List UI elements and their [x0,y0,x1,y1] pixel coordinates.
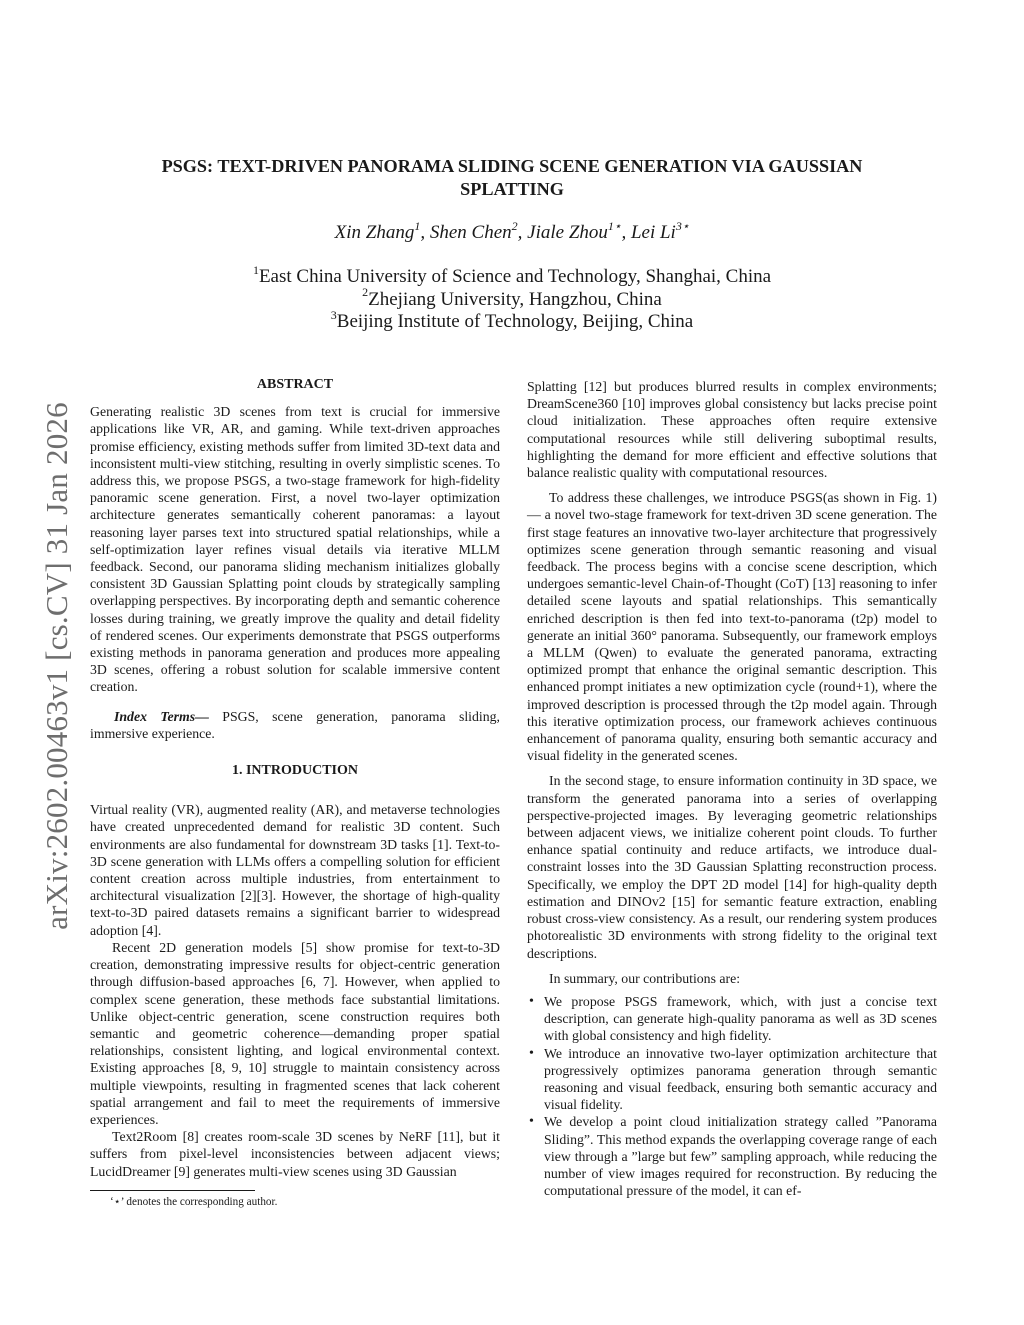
abstract-heading: ABSTRACT [256,377,334,392]
contribution-item: • We propose PSGS framework, which, with just a concise text description, can generate high-quality panorama as well as 3D scenes with global consistency and high fidelity. [527,993,937,1045]
affiliation: $^3$Beijing Institute of Technology, Beijing, China [330,307,694,332]
author-affiliation-mark: 1⋆ [607,218,622,233]
intro-paragraph: Text2Room [8] creates room-scale 3D scenes by NeRF [11], but it suffers from pixel-level inconsistencies between adjacent views; LucidDreamer [9] generates multi-view scenes using 3D Gaussian [90,1129,500,1179]
affiliation-list [110,262,914,334]
arxiv-identifier: arXiv:2602.00463v1 [cs.CV] 31 Jan 2026 [39,402,74,930]
author-name: Xin Zhang [334,222,415,243]
contribution-item: • We introduce an innovative two-layer optimization architecture that progressively optimizes panorama generation through semantic reasoning and visual feedback, ensuring both semantic accuracy and visual fidelity. [527,1045,937,1114]
contribution-item: • We develop a point cloud initialization strategy called ”Panorama Sliding”. This method expands the overlapping coverage range of each view through a ”large but few” sampling approach, while reducing the number of view images required for reconstruction. By reducing the computational pressure of the model, it can ef- [527,1113,937,1199]
index-terms [90,708,500,742]
intro-paragraph: In the second stage, to ensure information continuity in 3D space, we transform the generated panorama into a series of overlapping perspective-projected images. By leveraging geometric relationships between adjacent views, we initialize coherent point clouds. To further enhance spatial continuity and reduce artifacts, we introduce dual-constraint losses into the 3D Gaussian Splatting reconstruction process. Specifically, we employ the DPT 2D model [14] for high-quality depth estimation and DINOv2 [15] for semantic feature extraction, enabling robust cross-view consistency. As a result, our rendering system produces photorealistic 3D environments with strong fidelity to the original text descriptions. [527,773,937,961]
author-name: Shen Chen [429,222,512,243]
intro-paragraph: To address these challenges, we introduce PSGS(as shown in Fig. 1) — a novel two-stage framework for text-driven 3D scene generation. The first stage features an innovative two-layer architecture that progressively optimizes scene generation through semantic reasoning and visual feedback. The process begins with a concise scene description, which undergoes semantic-level Chain-of-Thought (CoT) [13] reasoning to infer detailed scene layouts and spatial relationships. This semantically enriched description is then fed into text-to-panorama (t2p) model to generate an initial 360° panorama. Subsequently, our framework employs a MLLM (Qwen) to evaluate the generated panorama, extracting optimized prompt that enhance the original semantic description. This enhanced prompt initiates a new optimization cycle (round+1), where the improved description is processed through the t2p model again. Through this iterative optimization process, our framework achieves continuous enhancement of panorama quality, ensuring both semantic accuracy and visual fidelity in the generated scenes. [527,490,937,764]
affiliation: $^2$Zhejiang University, Hangzhou, China [362,285,662,310]
left-column [90,376,500,1180]
author-affiliation-mark: 1 [414,218,421,233]
intro-paragraph: Recent 2D generation models [5] show promise for text-to-3D creation, demonstrating impressive results for object-centric generation through diffusion-based approaches [6, 7]. However, when applied to complex scene generation, these methods face substantial limitations. Unlike object-centric generation, scene construction requires both semantic and geometric coherence—demanding proper spatial relationships, consistent lighting, and logical environmental context. Existing approaches [8, 9, 10] struggle to maintain consistency across multiple viewpoints, resulting in fragmented scenes that lack coherent spatial arrangement and fail to meet the requirements of immersive experiences. [90,939,500,1127]
section-heading-introduction: 1. INTRODUCTION [231,763,358,779]
author-affiliation-mark: 2 [511,218,518,233]
author-name: Jiale Zhou [527,222,608,243]
affiliation: $^1$East China University of Science and Technology, Shanghai, China [252,262,772,287]
footnote: ‘⋆’ denotes the corresponding author. [110,1196,278,1208]
intro-paragraph: Virtual reality (VR), augmented reality (AR), and metaverse technologies have created unprecedented demand for realistic 3D content. Such environments are also fundamental for downstream 3D tasks [1]. Text-to-3D scene generation with LLMs offers a compelling solution for efficient content creation across multiple industries, from entertainment to architectural visualization [2][3]. However, the shortage of high-quality text-to-3D paired datasets remains a significant barrier to widespread adoption [4]. [90,802,500,938]
author-affiliation-mark: 3⋆ [675,218,690,233]
intro-continuation: Splatting [12] but produces blurred results in complex environments; DreamScene360 [10] improves global consistency but lacks precise point cloud initialization. These approaches often require extensive computational resources while still delivering suboptimal results, highlighting the demand for more efficient and effective solutions that balance realistic quality with computational resources. [527,379,937,481]
index-terms-text: PSGS, scene generation, panorama sliding, immersive experience. [90,708,500,741]
author-list: Xin Zhang$^1$, Shen Chen$^2$, Jiale Zhou$^{1⋆}$, Lei $Li^{3⋆}$ [334,218,690,243]
contributions-list [527,993,937,1199]
author-name: Lei Li [630,222,676,243]
contributions-intro: In summary, our contributions are: [549,970,741,986]
abstract-text: Generating realistic 3D scenes from text is crucial for immersive applications like VR, AR, and gaming. While text-driven approaches promise efficiency, existing methods suffer from limited 3D-text data and inconsistent multi-view stitching, resulting in overly simplistic scenes. To address this, we propose PSGS, a two-stage framework for high-fidelity panoramic scene generation. First, a novel two-layer optimization architecture generates semantically coherent panoramas: a layout reasoning layer parses text into structured spatial relationships, while a self-optimization layer refines visual details via iterative MLLM feedback. Second, our panorama sliding mechanism initializes globally consistent 3D Gaussian Splatting point clouds by strategically sampling overlapping perspectives. By incorporating depth and semantic coherence losses during training, we greatly improve the quality and detail fidelity of rendered scenes. Our experiments demonstrate that PSGS outperforms existing methods in panorama generation and produces more appealing 3D scenes, offering a robust solution for scalable immersive content creation. [90,404,500,695]
right-column [527,378,937,1199]
paper-title: PSGS: TEXT-DRIVEN PANORAMA SLIDING SCENE GENERATION VIA GAUSSIAN SPLATTING [161,156,863,199]
footnote-divider [90,1190,255,1191]
index-terms-label: Index Terms— [114,708,209,724]
